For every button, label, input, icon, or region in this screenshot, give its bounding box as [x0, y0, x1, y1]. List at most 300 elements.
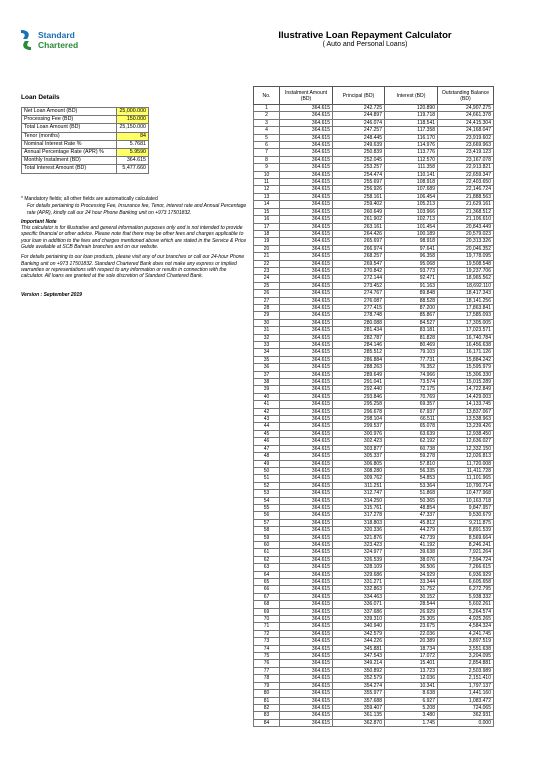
table-row — [254, 127, 494, 134]
outstanding-balance: 24,661.378 — [438, 112, 494, 119]
outstanding-balance: 9,847.957 — [438, 504, 494, 511]
instalment-amount: 364.615 — [280, 179, 333, 186]
header-balance: Outstanding Balance (BD) — [438, 87, 494, 105]
row-number: 23 — [254, 267, 280, 274]
instalment-amount: 364.615 — [280, 297, 333, 304]
principal-amount: 309.762 — [333, 475, 385, 482]
instalment-amount: 364.615 — [280, 112, 333, 119]
interest-amount: 108.918 — [385, 179, 438, 186]
param-value: 5,477.660 — [117, 165, 149, 173]
instalment-amount: 364.615 — [280, 105, 333, 112]
outstanding-balance: 17,863.841 — [438, 304, 494, 311]
principal-amount: 352.579 — [333, 675, 385, 682]
outstanding-balance: 4,241.745 — [438, 630, 494, 637]
interest-amount: 88.528 — [385, 297, 438, 304]
row-number: 37 — [254, 371, 280, 378]
interest-amount: 80.469 — [385, 342, 438, 349]
header-no: No. — [254, 87, 280, 105]
instalment-amount: 364.615 — [280, 349, 333, 356]
param-row — [22, 157, 149, 165]
instalment-amount: 364.615 — [280, 208, 333, 215]
table-row — [254, 134, 494, 141]
instalment-amount: 364.615 — [280, 245, 333, 252]
instalment-amount: 364.615 — [280, 186, 333, 193]
table-row — [254, 401, 494, 408]
principal-amount: 355.977 — [333, 690, 385, 697]
interest-amount: 72.175 — [385, 386, 438, 393]
interest-amount: 59.278 — [385, 453, 438, 460]
row-number: 30 — [254, 319, 280, 326]
outstanding-balance: 1,441.160 — [438, 690, 494, 697]
instalment-amount: 364.615 — [280, 327, 333, 334]
instalment-amount: 364.615 — [280, 690, 333, 697]
interest-amount: 63.639 — [385, 430, 438, 437]
row-number: 17 — [254, 223, 280, 230]
row-number: 14 — [254, 201, 280, 208]
principal-amount: 328.109 — [333, 564, 385, 571]
interest-amount: 20.389 — [385, 638, 438, 645]
instalment-amount: 364.615 — [280, 430, 333, 437]
principal-amount: 354.274 — [333, 682, 385, 689]
row-number: 70 — [254, 616, 280, 623]
outstanding-balance: 17,305.005 — [438, 319, 494, 326]
principal-amount: 298.104 — [333, 416, 385, 423]
table-row — [254, 482, 494, 489]
outstanding-balance: 23,167.078 — [438, 156, 494, 163]
principal-amount: 270.842 — [333, 267, 385, 274]
table-row — [254, 105, 494, 112]
param-row — [22, 124, 149, 132]
principal-amount: 303.877 — [333, 445, 385, 452]
outstanding-balance: 4,925.265 — [438, 616, 494, 623]
outstanding-balance: 8,891.539 — [438, 527, 494, 534]
principal-amount: 284.146 — [333, 342, 385, 349]
principal-amount: 311.251 — [333, 482, 385, 489]
interest-amount: 73.574 — [385, 379, 438, 386]
outstanding-balance: 21,888.563 — [438, 193, 494, 200]
table-row — [254, 142, 494, 149]
table-row — [254, 119, 494, 126]
interest-amount: 12.036 — [385, 675, 438, 682]
outstanding-balance: 2,854.881 — [438, 660, 494, 667]
outstanding-balance: 362.931 — [438, 712, 494, 719]
instalment-amount: 364.615 — [280, 193, 333, 200]
interest-amount: 84.527 — [385, 319, 438, 326]
row-number: 12 — [254, 186, 280, 193]
interest-amount: 1.745 — [385, 719, 438, 726]
interest-amount: 97.641 — [385, 245, 438, 252]
principal-amount: 359.407 — [333, 704, 385, 711]
outstanding-balance: 20,046.352 — [438, 245, 494, 252]
row-number: 48 — [254, 453, 280, 460]
row-number: 73 — [254, 638, 280, 645]
table-row — [254, 208, 494, 215]
interest-amount: 116.170 — [385, 134, 438, 141]
table-row — [254, 682, 494, 689]
interest-amount: 13.723 — [385, 667, 438, 674]
interest-amount: 93.773 — [385, 267, 438, 274]
instalment-amount: 364.615 — [280, 497, 333, 504]
row-number: 15 — [254, 208, 280, 215]
outstanding-balance: 21,629.161 — [438, 201, 494, 208]
param-row — [22, 149, 149, 157]
row-number: 5 — [254, 134, 280, 141]
row-number: 55 — [254, 504, 280, 511]
principal-amount: 258.161 — [333, 193, 385, 200]
row-number: 41 — [254, 401, 280, 408]
instalment-amount: 364.615 — [280, 660, 333, 667]
table-row — [254, 416, 494, 423]
table-row — [254, 349, 494, 356]
outstanding-balance: 11,720.008 — [438, 460, 494, 467]
principal-amount: 362.870 — [333, 719, 385, 726]
table-row — [254, 386, 494, 393]
principal-amount: 361.135 — [333, 712, 385, 719]
loan-details-heading: Loan Details — [21, 94, 60, 101]
outstanding-balance: 2,151.410 — [438, 675, 494, 682]
principal-amount: 344.226 — [333, 638, 385, 645]
row-number: 36 — [254, 364, 280, 371]
table-row — [254, 697, 494, 704]
row-number: 18 — [254, 230, 280, 237]
interest-amount: 66.511 — [385, 416, 438, 423]
instalment-amount: 364.615 — [280, 371, 333, 378]
principal-amount: 308.280 — [333, 467, 385, 474]
principal-amount: 268.257 — [333, 253, 385, 260]
instalment-amount: 364.615 — [280, 149, 333, 156]
instalment-amount: 364.615 — [280, 653, 333, 660]
principal-amount: 278.748 — [333, 312, 385, 319]
principal-amount: 295.258 — [333, 401, 385, 408]
principal-amount: 286.884 — [333, 356, 385, 363]
outstanding-balance: 9,211.875 — [438, 519, 494, 526]
table-row — [254, 112, 494, 119]
interest-amount: 8.638 — [385, 690, 438, 697]
table-row — [254, 586, 494, 593]
row-number: 64 — [254, 571, 280, 578]
row-number: 25 — [254, 282, 280, 289]
interest-amount: 33.344 — [385, 579, 438, 586]
interest-amount: 103.966 — [385, 208, 438, 215]
table-row — [254, 534, 494, 541]
instalment-amount: 364.615 — [280, 519, 333, 526]
repayment-schedule-table — [253, 86, 494, 727]
row-number: 44 — [254, 423, 280, 430]
param-value: 5.7681 — [117, 140, 149, 148]
outstanding-balance: 24,415.304 — [438, 119, 494, 126]
principal-amount: 252.045 — [333, 156, 385, 163]
instalment-amount: 364.615 — [280, 504, 333, 511]
row-number: 78 — [254, 675, 280, 682]
principal-amount: 273.452 — [333, 282, 385, 289]
outstanding-balance: 18,692.110 — [438, 282, 494, 289]
interest-amount: 85.867 — [385, 312, 438, 319]
row-number: 1 — [254, 105, 280, 112]
page-subtitle: ( Auto and Personal Loans) — [322, 41, 408, 48]
param-label: Tenor (months) — [22, 132, 117, 140]
row-number: 43 — [254, 416, 280, 423]
param-row — [22, 108, 149, 116]
interest-amount: 34.929 — [385, 571, 438, 578]
table-row — [254, 230, 494, 237]
table-row — [254, 608, 494, 615]
outstanding-balance: 19,778.095 — [438, 253, 494, 260]
table-row — [254, 379, 494, 386]
instalment-amount: 364.615 — [280, 423, 333, 430]
row-number: 9 — [254, 164, 280, 171]
important-note-heading: Important Note — [21, 218, 57, 225]
outstanding-balance: 1,797.137 — [438, 682, 494, 689]
row-number: 21 — [254, 253, 280, 260]
instalment-amount: 364.615 — [280, 386, 333, 393]
instalment-amount: 364.615 — [280, 290, 333, 297]
interest-amount: 74.966 — [385, 371, 438, 378]
outstanding-balance: 3,551.638 — [438, 645, 494, 652]
row-number: 61 — [254, 549, 280, 556]
principal-amount: 254.474 — [333, 171, 385, 178]
principal-amount: 317.278 — [333, 512, 385, 519]
instalment-amount: 364.615 — [280, 549, 333, 556]
table-row — [254, 719, 494, 726]
table-row — [254, 312, 494, 319]
interest-amount: 65.078 — [385, 423, 438, 430]
principal-amount: 320.336 — [333, 527, 385, 534]
principal-amount: 306.805 — [333, 460, 385, 467]
row-number: 83 — [254, 712, 280, 719]
instalment-amount: 364.615 — [280, 356, 333, 363]
row-number: 22 — [254, 260, 280, 267]
instalment-amount: 364.615 — [280, 675, 333, 682]
interest-amount: 111.358 — [385, 164, 438, 171]
interest-amount: 77.731 — [385, 356, 438, 363]
row-number: 72 — [254, 630, 280, 637]
instalment-amount: 364.615 — [280, 253, 333, 260]
interest-amount: 91.163 — [385, 282, 438, 289]
row-number: 53 — [254, 490, 280, 497]
table-row — [254, 630, 494, 637]
page-title: Ilustrative Loan Repayment Calculator — [278, 30, 452, 41]
table-row — [254, 186, 494, 193]
principal-amount: 292.440 — [333, 386, 385, 393]
table-row — [254, 149, 494, 156]
interest-amount: 36.506 — [385, 564, 438, 571]
instalment-amount: 364.615 — [280, 171, 333, 178]
row-number: 60 — [254, 541, 280, 548]
row-number: 8 — [254, 156, 280, 163]
interest-amount: 48.854 — [385, 504, 438, 511]
row-number: 19 — [254, 238, 280, 245]
instalment-amount: 364.615 — [280, 216, 333, 223]
principal-amount: 276.087 — [333, 297, 385, 304]
row-number: 32 — [254, 334, 280, 341]
table-row — [254, 267, 494, 274]
table-row — [254, 571, 494, 578]
interest-amount: 70.769 — [385, 393, 438, 400]
outstanding-balance: 16,171.126 — [438, 349, 494, 356]
row-number: 2 — [254, 112, 280, 119]
row-number: 34 — [254, 349, 280, 356]
interest-amount: 69.357 — [385, 401, 438, 408]
instalment-amount: 364.615 — [280, 704, 333, 711]
principal-amount: 291.041 — [333, 379, 385, 386]
interest-amount: 6.927 — [385, 697, 438, 704]
table-row — [254, 282, 494, 289]
param-input-field[interactable]: 84 — [117, 132, 149, 140]
principal-amount: 260.649 — [333, 208, 385, 215]
interest-amount: 5.208 — [385, 704, 438, 711]
outstanding-balance: 5,264.574 — [438, 608, 494, 615]
interest-amount: 100.189 — [385, 230, 438, 237]
instalment-amount: 364.615 — [280, 304, 333, 311]
table-row — [254, 690, 494, 697]
principal-amount: 285.512 — [333, 349, 385, 356]
principal-amount: 323.423 — [333, 541, 385, 548]
interest-amount: 56.335 — [385, 467, 438, 474]
instalment-amount: 364.615 — [280, 593, 333, 600]
table-row — [254, 445, 494, 452]
row-number: 7 — [254, 149, 280, 156]
param-label: Nominal Interest Rate % — [22, 140, 117, 148]
table-row — [254, 164, 494, 171]
row-number: 69 — [254, 608, 280, 615]
row-number: 68 — [254, 601, 280, 608]
outstanding-balance: 23,919.602 — [438, 134, 494, 141]
outstanding-balance: 21,106.610 — [438, 216, 494, 223]
row-number: 63 — [254, 564, 280, 571]
param-input-field[interactable]: 5.9590 — [117, 149, 149, 157]
row-number: 45 — [254, 430, 280, 437]
interest-amount: 39.638 — [385, 549, 438, 556]
row-number: 71 — [254, 623, 280, 630]
instalment-amount: 364.615 — [280, 512, 333, 519]
principal-amount: 293.846 — [333, 393, 385, 400]
outstanding-balance: 12,026.813 — [438, 453, 494, 460]
instalment-amount: 364.615 — [280, 453, 333, 460]
param-input-field[interactable]: 150.000 — [117, 116, 149, 124]
outstanding-balance: 12,332.150 — [438, 445, 494, 452]
interest-amount: 22.036 — [385, 630, 438, 637]
principal-amount: 314.250 — [333, 497, 385, 504]
interest-amount: 113.776 — [385, 149, 438, 156]
instalment-amount: 364.615 — [280, 475, 333, 482]
table-row — [254, 712, 494, 719]
table-row — [254, 564, 494, 571]
row-number: 4 — [254, 127, 280, 134]
principal-amount: 277.415 — [333, 304, 385, 311]
interest-amount: 118.541 — [385, 119, 438, 126]
outstanding-balance: 22,146.724 — [438, 186, 494, 193]
table-row — [254, 238, 494, 245]
instalment-amount: 364.615 — [280, 393, 333, 400]
instalment-amount: 364.615 — [280, 438, 333, 445]
principal-amount: 244.897 — [333, 112, 385, 119]
table-row — [254, 460, 494, 467]
brand-line1: Standard — [38, 30, 75, 40]
instalment-amount: 364.615 — [280, 482, 333, 489]
loan-params-table — [21, 107, 149, 174]
outstanding-balance: 6,936.929 — [438, 571, 494, 578]
instalment-amount: 364.615 — [280, 282, 333, 289]
instalment-amount: 364.615 — [280, 719, 333, 726]
principal-amount: 242.725 — [333, 105, 385, 112]
instalment-amount: 364.615 — [280, 467, 333, 474]
row-number: 57 — [254, 519, 280, 526]
interest-amount: 110.141 — [385, 171, 438, 178]
table-row — [254, 327, 494, 334]
instalment-amount: 364.615 — [280, 119, 333, 126]
row-number: 31 — [254, 327, 280, 334]
param-input-field[interactable]: 25,000.000 — [117, 108, 149, 116]
principal-amount: 265.697 — [333, 238, 385, 245]
interest-amount: 30.152 — [385, 593, 438, 600]
table-row — [254, 371, 494, 378]
row-number: 46 — [254, 438, 280, 445]
table-row — [254, 638, 494, 645]
instalment-amount: 364.615 — [280, 534, 333, 541]
outstanding-balance: 5,602.261 — [438, 601, 494, 608]
instalment-amount: 364.615 — [280, 645, 333, 652]
interest-amount: 18.734 — [385, 645, 438, 652]
row-number: 35 — [254, 356, 280, 363]
outstanding-balance: 22,659.347 — [438, 171, 494, 178]
interest-amount: 67.937 — [385, 408, 438, 415]
table-row — [254, 193, 494, 200]
row-number: 13 — [254, 193, 280, 200]
instalment-amount: 364.615 — [280, 697, 333, 704]
table-row — [254, 593, 494, 600]
outstanding-balance: 13,538.963 — [438, 416, 494, 423]
interest-amount: 79.103 — [385, 349, 438, 356]
principal-amount: 326.539 — [333, 556, 385, 563]
table-row — [254, 504, 494, 511]
interest-amount: 38.076 — [385, 556, 438, 563]
principal-amount: 321.876 — [333, 534, 385, 541]
row-number: 33 — [254, 342, 280, 349]
interest-amount: 54.853 — [385, 475, 438, 482]
instalment-amount: 364.615 — [280, 238, 333, 245]
outstanding-balance: 14,133.745 — [438, 401, 494, 408]
outstanding-balance: 10,790.714 — [438, 482, 494, 489]
contact-text: For details pertaining to our loan products, please visit any of our branches or call our 24-hour Phone Banking unit on +973 17501832. Standard Chartered Bank does not make any express or implied warranties or representations with respect to any information or results in connection with the calculator. All loans are granted at the sole discretion of Standard Chartered Bank. — [21, 254, 245, 280]
principal-amount: 248.445 — [333, 134, 385, 141]
principal-amount: 264.426 — [333, 230, 385, 237]
interest-amount: 95.068 — [385, 260, 438, 267]
interest-amount: 87.200 — [385, 304, 438, 311]
header-interest: Interest (BD) — [385, 87, 438, 105]
outstanding-balance: 14,722.849 — [438, 386, 494, 393]
principal-amount: 255.697 — [333, 179, 385, 186]
row-number: 62 — [254, 556, 280, 563]
instalment-amount: 364.615 — [280, 601, 333, 608]
table-row — [254, 527, 494, 534]
param-row — [22, 165, 149, 173]
principal-amount: 334.463 — [333, 593, 385, 600]
row-number: 27 — [254, 297, 280, 304]
mandatory-note: * Mandatory fields; all other fields are automatically calculated — [21, 196, 158, 202]
instalment-amount: 364.615 — [280, 267, 333, 274]
interest-amount: 98.918 — [385, 238, 438, 245]
important-note-text: This calculator is for illustrative and general information purposes only and is not intended to provide specific financial or other advice. Please note that there may be other fees and charges applicable to your loan in addition to the fees and charges mentioned above which are stated in the Service & Price Guide available at SCB Bahrain branches and on our website. — [21, 225, 247, 251]
table-row — [254, 334, 494, 341]
outstanding-balance: 11,411.728 — [438, 467, 494, 474]
outstanding-balance: 724.065 — [438, 704, 494, 711]
row-number: 40 — [254, 393, 280, 400]
outstanding-balance: 7,266.615 — [438, 564, 494, 571]
outstanding-balance: 15,884.242 — [438, 356, 494, 363]
param-row — [22, 116, 149, 124]
outstanding-balance: 0.000 — [438, 719, 494, 726]
row-number: 50 — [254, 467, 280, 474]
